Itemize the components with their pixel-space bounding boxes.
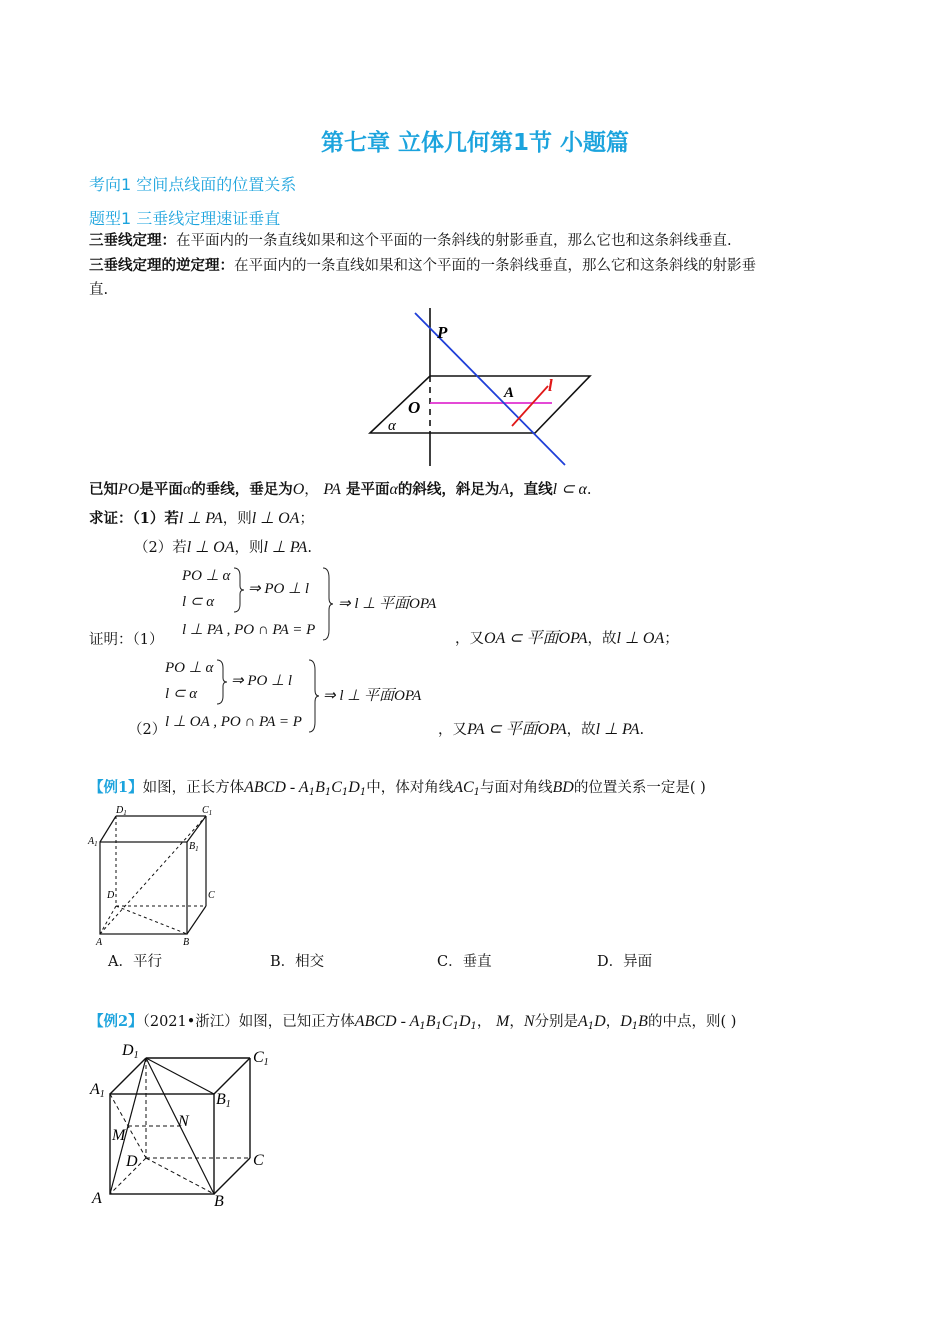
example2-question: 【例2】（2021•浙江）如图，已知正方体ABCD - $A_1B_1C_1D_1$， M，N分别是$A_1D$，$D_1B$的中点，则( ) bbox=[89, 1013, 737, 1032]
svg-text:A1: A1 bbox=[90, 1081, 105, 1100]
example1-option-d[interactable]: D．异面 bbox=[597, 954, 653, 970]
svg-text:B1: $B_1$ bbox=[189, 841, 199, 853]
label-l: l bbox=[548, 376, 553, 395]
svg-text:N: N bbox=[178, 1113, 189, 1130]
svg-text:D1: $D_1$ bbox=[116, 805, 127, 817]
proof2-tail: ，又PA ⊂ 平面OPA，故l ⊥ PA. bbox=[438, 721, 645, 738]
example2-cube-figure bbox=[86, 1038, 286, 1210]
given-line: 已知PO是平面α的垂线，垂足为O， PA 是平面α的斜线，斜足为A，直线l ⊂ α. bbox=[89, 481, 592, 498]
example1-option-c[interactable]: C．垂直 bbox=[437, 954, 492, 970]
svg-text:C: C bbox=[208, 890, 215, 901]
svg-text:D: D bbox=[126, 1153, 138, 1170]
example1-option-b[interactable]: B．相交 bbox=[270, 954, 325, 970]
proof2-outer-brace bbox=[308, 658, 320, 734]
proof1-outer-brace bbox=[322, 566, 334, 642]
svg-text:C: C bbox=[253, 1152, 264, 1169]
example1-question: 【例1】如图，正长方体ABCD - $A_1B_1C_1D_1$中，体对角线$AC_1$与面对角线BD的位置关系一定是( ) bbox=[89, 779, 706, 798]
three-perpendiculars-figure bbox=[360, 303, 600, 471]
label-p: P bbox=[437, 323, 448, 342]
svg-text:D1: D1 bbox=[122, 1042, 139, 1061]
svg-text:B: B bbox=[214, 1193, 224, 1210]
theorem-text: 在平面内的一条直线如果和这个平面的一条斜线的射影垂直，那么它也和这条斜线垂直. bbox=[176, 233, 732, 249]
example1-tag: 【例1】 bbox=[89, 779, 143, 796]
svg-text:D: D bbox=[107, 890, 115, 901]
prove-line-2: （2）若l ⊥ OA，则l ⊥ PA. bbox=[134, 539, 312, 556]
svg-text:B: B bbox=[183, 937, 190, 948]
label-o: O bbox=[408, 398, 421, 417]
proof2-inner-brace bbox=[216, 658, 228, 706]
example1-cuboid-figure bbox=[86, 800, 226, 948]
diagonal-ac1 bbox=[100, 816, 206, 934]
svg-text:A1: $A_1$ bbox=[88, 836, 98, 848]
inverse-label: 三垂线定理的逆定理： bbox=[89, 257, 234, 274]
theorem-line bbox=[89, 228, 732, 254]
label-alpha: α bbox=[388, 418, 396, 434]
diagonal-bd bbox=[116, 906, 187, 934]
plane-alpha bbox=[370, 376, 590, 433]
proof1-tail: ，又OA ⊂ 平面OPA，故l ⊥ OA； bbox=[455, 630, 679, 647]
proof1-inner-brace bbox=[233, 566, 245, 614]
example1-option-a[interactable]: A．平行 bbox=[108, 954, 162, 970]
svg-text:A: A bbox=[92, 1190, 102, 1207]
example2-tag: 【例2】 bbox=[89, 1013, 143, 1030]
inverse-text-1: 在平面内的一条直线如果和这个平面的一条斜线垂直，那么它和这条斜线的射影垂 bbox=[234, 258, 756, 274]
line-l bbox=[512, 386, 548, 426]
proof1-label: 证明：（1） bbox=[89, 632, 164, 648]
inverse-line-2: 直. bbox=[89, 282, 109, 298]
section-heading: 考向1 空间点线面的位置关系 bbox=[89, 175, 297, 194]
svg-text:M: M bbox=[112, 1127, 126, 1144]
page-title: 第七章 立体几何第1节 小题篇 bbox=[320, 130, 630, 156]
type-heading: 题型1 三垂线定理速证垂直 bbox=[89, 209, 281, 228]
svg-text:A: A bbox=[96, 937, 103, 948]
label-a: A bbox=[504, 385, 515, 401]
proof2-label: （2） bbox=[128, 722, 167, 738]
svg-text:C1: $C_1$ bbox=[202, 805, 213, 817]
svg-text:B1: B1 bbox=[216, 1091, 231, 1110]
theorem-label: 三垂线定理： bbox=[89, 232, 176, 249]
svg-text:C1: C1 bbox=[253, 1049, 269, 1068]
inverse-line-1 bbox=[89, 253, 756, 279]
prove-line-1: 求证：（1）若l ⊥ PA，则l ⊥ OA； bbox=[89, 510, 314, 527]
